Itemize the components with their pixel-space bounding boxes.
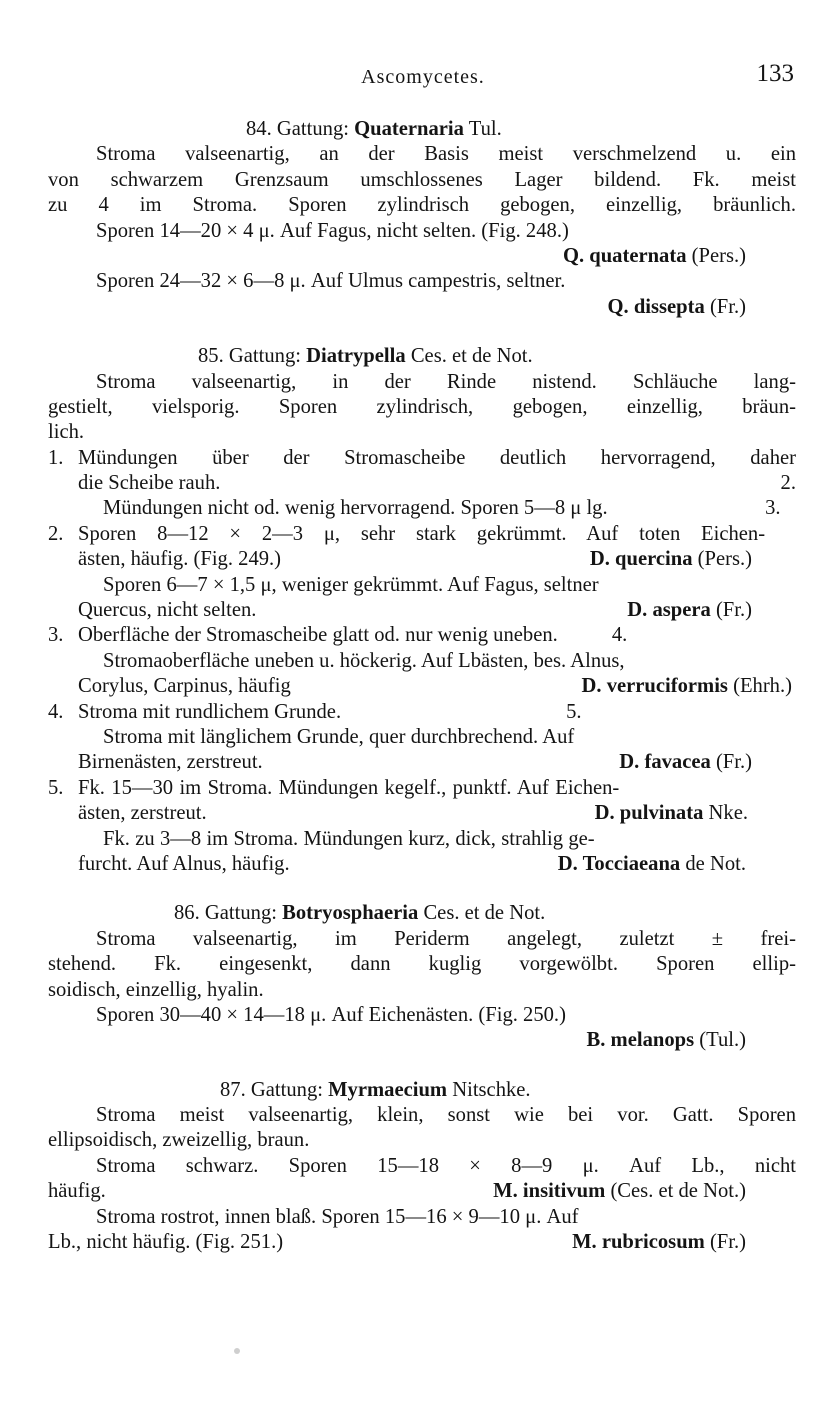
text-line: Stroma valseenartig, in der Rinde nistend. Schläuche lang- [96, 370, 796, 393]
key-number: 1. [48, 446, 64, 469]
species-line [48, 295, 796, 320]
text-line: soidisch, einzellig, hyalin. [48, 978, 264, 1001]
species-entry [590, 547, 796, 572]
page-body [48, 117, 796, 1255]
paper-speck [234, 1348, 240, 1354]
genus-author: Ces. et de Not. [410, 345, 533, 368]
species-entry [493, 1179, 796, 1204]
species-name: D. Tocciaeana [557, 852, 681, 875]
genus-heading-84 [48, 117, 796, 142]
species-name: M. insitivum [493, 1180, 606, 1203]
species-author: (Fr.) [715, 751, 752, 774]
key-text: Quercus, nicht selten. [78, 599, 257, 622]
species-author: (Pers.) [697, 548, 752, 571]
key-line [48, 496, 796, 521]
text-line: Stroma rostrot, innen blaß. Sporen 15—16 × 9—10 μ. Auf [96, 1205, 579, 1228]
key-line: Stroma mit länglichem Grunde, quer durchbrechend. Auf [103, 725, 575, 748]
key-text: Corylus, Carpinus, häufig [78, 675, 291, 698]
key-number: 5. [48, 776, 64, 799]
species-author: de Not. [685, 852, 746, 875]
species-entry [627, 598, 796, 623]
genus-name: Myrmaecium [328, 1078, 448, 1101]
key-text: furcht. Auf Alnus, häufig. [78, 852, 290, 875]
species-author: (Fr.) [709, 1231, 746, 1254]
key-number: 4. [48, 700, 64, 723]
heading-prefix: 86. Gattung: [174, 902, 277, 925]
key-line-3 [48, 623, 796, 648]
key-text: ästen, zerstreut. [78, 802, 207, 825]
running-title: Ascomycetes. [361, 66, 485, 88]
key-line-1 [48, 446, 796, 471]
genus-heading-85 [48, 344, 796, 369]
species-entry [619, 750, 796, 775]
key-text: Fk. 15—30 im Stroma. Mündungen kegelf., punktf. Auf Eichen- [78, 776, 620, 799]
key-line-5 [48, 776, 796, 801]
key-line [48, 1179, 796, 1204]
species-author: (Pers.) [691, 244, 746, 267]
genus-heading-87 [48, 1078, 796, 1103]
page-number: 133 [756, 60, 794, 87]
genus-name: Botryosphaeria [282, 902, 419, 925]
species-entry [582, 674, 796, 699]
key-reference: 5. [566, 700, 582, 723]
species-author: (Ces. et de Not.) [610, 1180, 746, 1203]
species-author: (Fr.) [709, 295, 746, 318]
species-entry [572, 1230, 796, 1255]
section-gap [48, 320, 796, 344]
key-line: Stromaoberfläche uneben u. höckerig. Auf Lbästen, bes. Alnus, [103, 649, 625, 672]
key-line [48, 471, 796, 496]
text: Lb., nicht häufig. (Fig. 251.) [48, 1231, 284, 1254]
key-text: Mündungen über der Stromascheibe deutlich hervorragend, daher [78, 446, 796, 469]
heading-prefix: 84. Gattung: [246, 118, 349, 140]
key-line: Fk. zu 3—8 im Stroma. Mündungen kurz, dick, strahlig ge- [103, 827, 595, 850]
species-name: M. rubricosum [572, 1231, 705, 1254]
text-line: zu 4 im Stroma. Sporen zylindrisch gebogen, einzellig, bräunlich. [48, 194, 796, 217]
genus-name: Quaternaria [354, 118, 464, 140]
key-number: 3. [48, 624, 64, 647]
species-author: (Ehrh.) [733, 675, 792, 698]
running-header [48, 60, 798, 90]
species-name: D. quercina [589, 548, 693, 571]
heading-prefix: 87. Gattung: [220, 1078, 323, 1101]
species-author: (Fr.) [715, 599, 752, 622]
species-name: B. melanops [586, 1029, 695, 1052]
text-line: Sporen 14—20 × 4 μ. Auf Fagus, nicht selten. (Fig. 248.) [96, 219, 569, 242]
key-line [48, 674, 796, 699]
section-gap [48, 1054, 796, 1078]
text-line: Stroma valseenartig, im Periderm angelegt, zuletzt ± frei- [96, 927, 796, 950]
species-entry [558, 852, 796, 877]
species-name: D. pulvinata [594, 802, 704, 825]
genus-author: Ces. et de Not. [423, 902, 546, 925]
species-line [48, 1028, 796, 1053]
text-line: von schwarzem Grenzsaum umschlossenes Lager bildend. Fk. meist [48, 168, 796, 191]
text-line: Sporen 24—32 × 6—8 μ. Auf Ulmus campestris, seltner. [96, 270, 566, 293]
section-gap [48, 877, 796, 901]
species-author: (Tul.) [699, 1029, 746, 1052]
text-line: gestielt, vielsporig. Sporen zylindrisch, gebogen, einzellig, bräun- [48, 395, 796, 418]
species-line [48, 244, 796, 269]
key-line [48, 547, 796, 572]
text-line: Stroma schwarz. Sporen 15—18 × 8—9 μ. Auf Lb., nicht [96, 1154, 796, 1177]
key-number: 2. [48, 522, 64, 545]
key-line [48, 852, 796, 877]
key-line [48, 1230, 796, 1255]
key-line-4 [48, 700, 796, 725]
key-line [48, 801, 796, 826]
species-author: Nke. [708, 802, 748, 825]
text-line: Stroma valseenartig, an der Basis meist verschmelzend u. ein [96, 143, 796, 166]
key-reference: 3. [765, 497, 781, 520]
text-line: Sporen 30—40 × 14—18 μ. Auf Eichenästen. (Fig. 250.) [96, 1003, 566, 1026]
text-line: Stroma meist valseenartig, klein, sonst wie bei vor. Gatt. Sporen [96, 1104, 796, 1127]
key-line [48, 750, 796, 775]
key-line [48, 598, 796, 623]
key-reference: 4. [611, 624, 628, 647]
key-reference: 2. [780, 472, 796, 495]
key-text: die Scheibe rauh. [78, 472, 221, 495]
text: häufig. [48, 1180, 106, 1203]
key-text: Stroma mit rundlichem Grunde. [78, 700, 342, 723]
genus-name: Diatrypella [306, 345, 406, 368]
key-text: Birnenästen, zerstreut. [78, 751, 263, 774]
text-line: lich. [48, 421, 85, 444]
species-name: D. favacea [619, 751, 711, 774]
genus-author: Nitschke. [452, 1078, 531, 1101]
species-name: Q. dissepta [607, 295, 705, 318]
key-text: Mündungen nicht od. wenig hervorragend. Sporen 5—8 μ lg. [103, 497, 608, 520]
key-text: ästen, häufig. (Fig. 249.) [78, 548, 282, 571]
species-name: Q. quaternata [562, 244, 687, 267]
species-name: D. aspera [627, 599, 711, 622]
text-line: ellipsoidisch, zweizellig, braun. [48, 1129, 310, 1152]
key-text: Sporen 8—12 × 2—3 μ, sehr stark gekrümmt. Auf toten Eichen- [78, 522, 766, 545]
text-line: stehend. Fk. eingesenkt, dann kuglig vorgewölbt. Sporen ellip- [48, 953, 796, 976]
key-text: Oberfläche der Stromascheibe glatt od. nur wenig uneben. [78, 624, 558, 647]
genus-heading-86 [48, 901, 796, 926]
species-name: D. verruciformis [581, 675, 728, 698]
key-line-2 [48, 522, 796, 547]
genus-author: Tul. [468, 118, 502, 140]
heading-prefix: 85. Gattung: [198, 345, 301, 368]
key-line: Sporen 6—7 × 1,5 μ, weniger gekrümmt. Auf Fagus, seltner [103, 573, 599, 596]
species-entry [595, 801, 796, 826]
